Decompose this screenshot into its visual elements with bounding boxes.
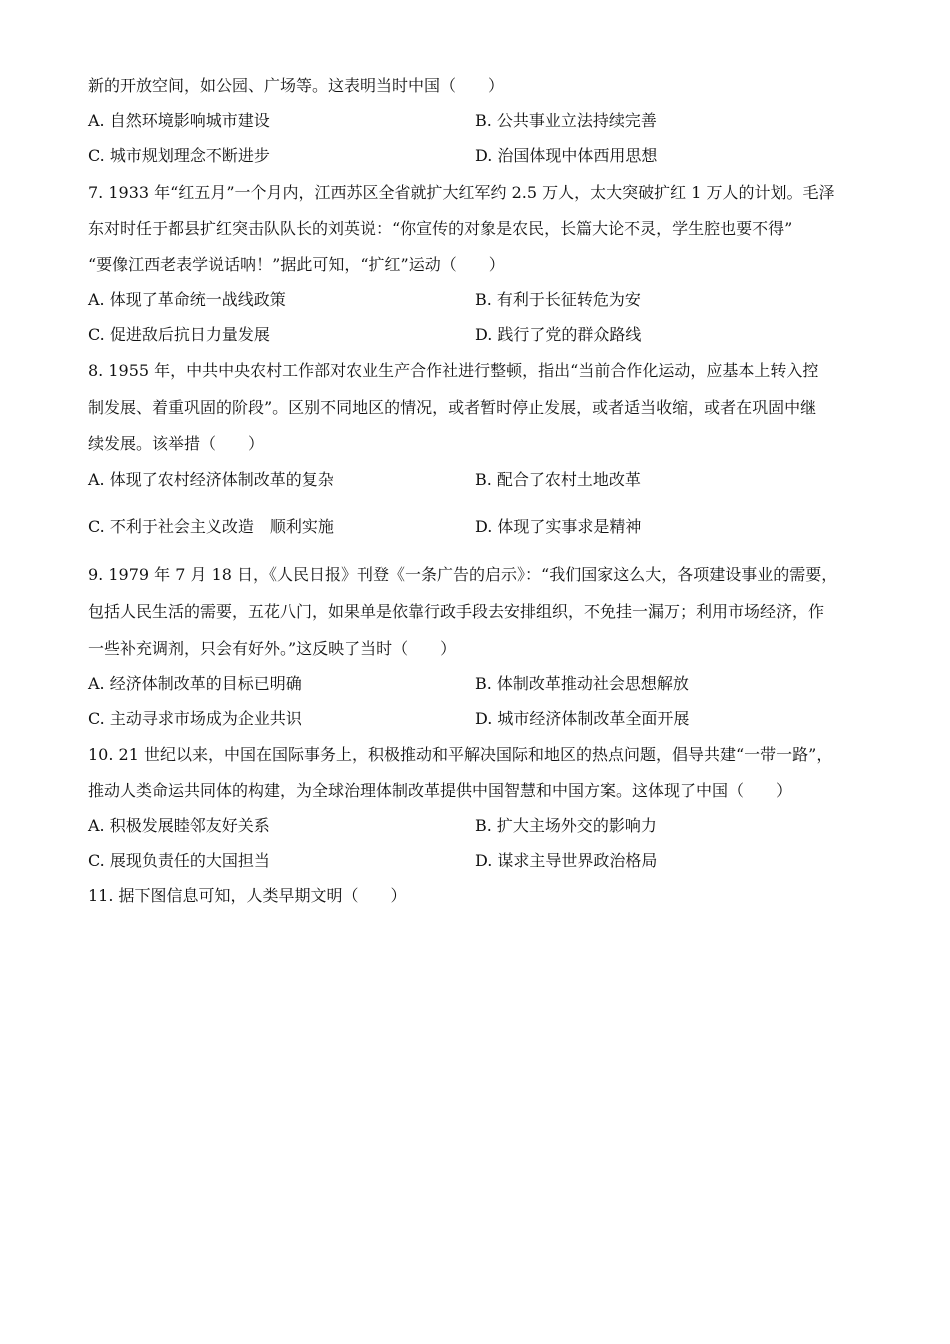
q6-stem-tail: 新的开放空间，如公园、广场等。这表明当时中国（ ） <box>88 76 505 95</box>
q7-stem-line-3: “要像江西老表学说话呐！”据此可知，“扩红”运动（ ） <box>88 255 505 274</box>
q7-option-d: D. 践行了党的群众路线 <box>475 325 642 344</box>
q8-option-b: B. 配合了农村土地改革 <box>475 470 641 489</box>
q7-option-b: B. 有利于长征转危为安 <box>475 290 641 309</box>
q9-option-b: B. 体制改革推动社会思想解放 <box>475 674 689 693</box>
q7-option-a: A. 体现了革命统一战线政策 <box>88 290 286 309</box>
q10-option-a: A. 积极发展睦邻友好关系 <box>88 816 270 835</box>
q8-option-a: A. 体现了农村经济体制改革的复杂 <box>88 470 334 489</box>
q9-option-a: A. 经济体制改革的目标已明确 <box>88 674 302 693</box>
q8-option-c: C. 不利于社会主义改造 顺利实施 <box>88 517 334 536</box>
q6-option-d: D. 治国体现中体西用思想 <box>475 146 658 165</box>
q6-option-c: C. 城市规划理念不断进步 <box>88 146 270 165</box>
q9-option-d: D. 城市经济体制改革全面开展 <box>475 709 690 728</box>
q7-option-c: C. 促进敌后抗日力量发展 <box>88 325 270 344</box>
q10-option-c: C. 展现负责任的大国担当 <box>88 851 270 870</box>
q9-stem-line-3: 一些补充调剂，只会有好外。”这反映了当时（ ） <box>88 639 457 658</box>
q8-stem-line-1: 8. 1955 年，中共中央农村工作部对农业生产合作社进行整顿，指出“当前合作化运动，应基本上转入控 <box>88 361 819 380</box>
q9-option-c: C. 主动寻求市场成为企业共识 <box>88 709 302 728</box>
q11-stem-line-1: 11. 据下图信息可知，人类早期文明（ ） <box>88 886 407 905</box>
q6-option-b: B. 公共事业立法持续完善 <box>475 111 657 130</box>
q8-option-d: D. 体现了实事求是精神 <box>475 517 642 536</box>
q10-stem-line-2: 推动人类命运共同体的构建，为全球治理体制改革提供中国智慧和中国方案。这体现了中国（ ） <box>88 781 793 800</box>
q6-option-a: A. 自然环境影响城市建设 <box>88 111 270 130</box>
q7-stem-line-1: 7. 1933 年“红五月”一个月内，江西苏区全省就扩大红军约 2.5 万人，太大突破扩红 1 万人的计划。毛泽 <box>88 183 835 202</box>
q9-stem-line-1: 9. 1979 年 7 月 18 日，《人民日报》刊登《一条广告的启示》：“我们国家这么大，各项建设事业的需要， <box>88 565 838 584</box>
q8-stem-line-2: 制发展、着重巩固的阶段”。区别不同地区的情况，或者暂时停止发展，或者适当收缩，或者在巩固中继 <box>88 398 817 417</box>
q7-stem-line-2: 东对时任于都县扩红突击队队长的刘英说：“你宣传的对象是农民，长篇大论不灵，学生腔也要不得” <box>88 219 793 238</box>
q10-option-b: B. 扩大主场外交的影响力 <box>475 816 657 835</box>
q9-stem-line-2: 包括人民生活的需要，五花八门，如果单是依靠行政手段去安排组织，不免挂一漏万；利用市场经济，作 <box>88 602 825 621</box>
q10-stem-line-1: 10. 21 世纪以来，中国在国际事务上，积极推动和平解决国际和地区的热点问题，倡导共建“一带一路”， <box>88 745 833 764</box>
q8-stem-line-3: 续发展。该举措（ ） <box>88 434 265 453</box>
q10-option-d: D. 谋求主导世界政治格局 <box>475 851 658 870</box>
